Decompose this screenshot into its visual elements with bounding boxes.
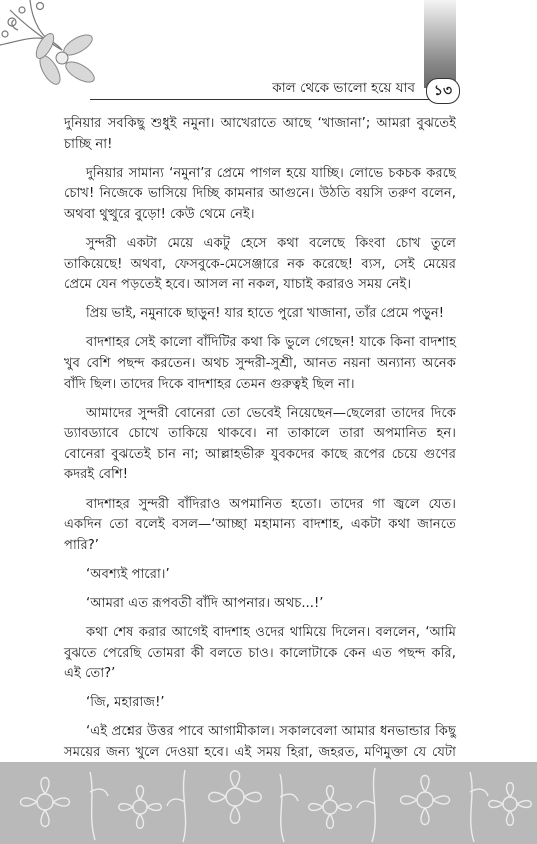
paragraph: বাদশাহর সুন্দরী বাঁদিরাও অপমানিত হতো। তাদের গা জ্বলে যেত। একদিন তো বলেই বসল—‘আচ্ছা মহামান্য বাদশাহ, একটা কথা জানতে পারি?’ <box>64 496 456 553</box>
paragraph: ‘আমরা এত রূপবতী বাঁদি আপনার। অথচ...!’ <box>86 595 324 611</box>
footer-floral-band <box>0 762 537 844</box>
corner-flower-ornament <box>0 0 120 115</box>
paragraph: ‘অবশ্যই পারো।’ <box>86 566 170 582</box>
paragraph: বাদশাহর সেই কালো বাঁদিটির কথা কি ভুলে গেছেন! যাকে কিনা বাদশাহ খুব বেশি পছন্দ করতেন। অথচ সুন্দরী-সুশ্রী, আনত নয়না অন্যান্য অনেক বাঁদি ছিল। তাদের দিকে বাদশাহর তেমন গুরুত্বই ছিল না। <box>64 335 456 392</box>
paragraph: কথা শেষ করার আগেই বাদশাহ ওদের থামিয়ে দিলেন। বললেন, ‘আমি বুঝতে পেরেছি তোমরা কী বলতে চাও। কালোটাকে কেন এত পছন্দ করি, এই তো?’ <box>64 624 456 682</box>
header-rule <box>90 99 452 100</box>
paragraph: প্রিয় ভাই, নমুনাকে ছাড়ুন! যার হাতে পুরো খাজানা, তাঁর প্রেমে পড়ুন! <box>86 306 445 322</box>
header-gradient-strip <box>424 0 456 88</box>
paragraph: ‘এই প্রশ্নের উত্তর পাবে আগামীকাল। সকালবেলা আমার ধনভান্ডার কিছু সময়ের জন্য খুলে দেওয়া হবে। এই সময় হিরা, জহরত, মণিমুক্তা যে যেটা <box>64 724 456 760</box>
paragraph: আমাদের সুন্দরী বোনেরা তো ভেবেই নিয়েছেন—ছেলেরা তাদের দিকে ড্যাবড্যাবে চোখে তাকিয়ে থাকবে। না তাকালে তারা অপমানিত হন। বোনেরা বুঝতেই চান না; আল্লাহভীরু যুবকদের কাছে রূপের চেয়ে গুণের কদরই বেশি! <box>64 405 456 483</box>
body-text <box>64 114 456 793</box>
page-number: ১৩ <box>426 78 460 104</box>
paragraph: দুনিয়ার সবকিছু শুধুই নমুনা। আখেরাতে আছে ‘খাজানা’; আমরা বুঝতেই চাচ্ছি না! <box>64 116 456 152</box>
running-head-title: কাল থেকে ভালো হয়ে যাব <box>272 80 415 96</box>
paragraph: ‘জি, মহারাজ!’ <box>86 695 165 711</box>
floral-pattern <box>0 762 537 844</box>
paragraph: দুনিয়ার সামান্য ‘নমুনা’র প্রেমে পাগল হয়ে যাচ্ছি। লোভে চকচক করছে চোখ! নিজেকে ভাসিয়ে দিচ্ছি কামনার আগুনে। উঠতি বয়সি তরুণ বলেন, অথবা থুত্থুরে বুড়ো! কেউ থেমে নেই। <box>64 165 456 222</box>
paragraph: সুন্দরী একটা মেয়ে একটু হেসে কথা বলেছে কিংবা চোখ তুলে তাকিয়েছে! অথবা, ফেসবুকে-মেসেঞ্জারে নক করেছে! ব্যস, সেই মেয়ের প্রেমে যেন পড়তেই হবে। আসল না নকল, যাচাই করারও সময় নেই। <box>64 235 456 293</box>
